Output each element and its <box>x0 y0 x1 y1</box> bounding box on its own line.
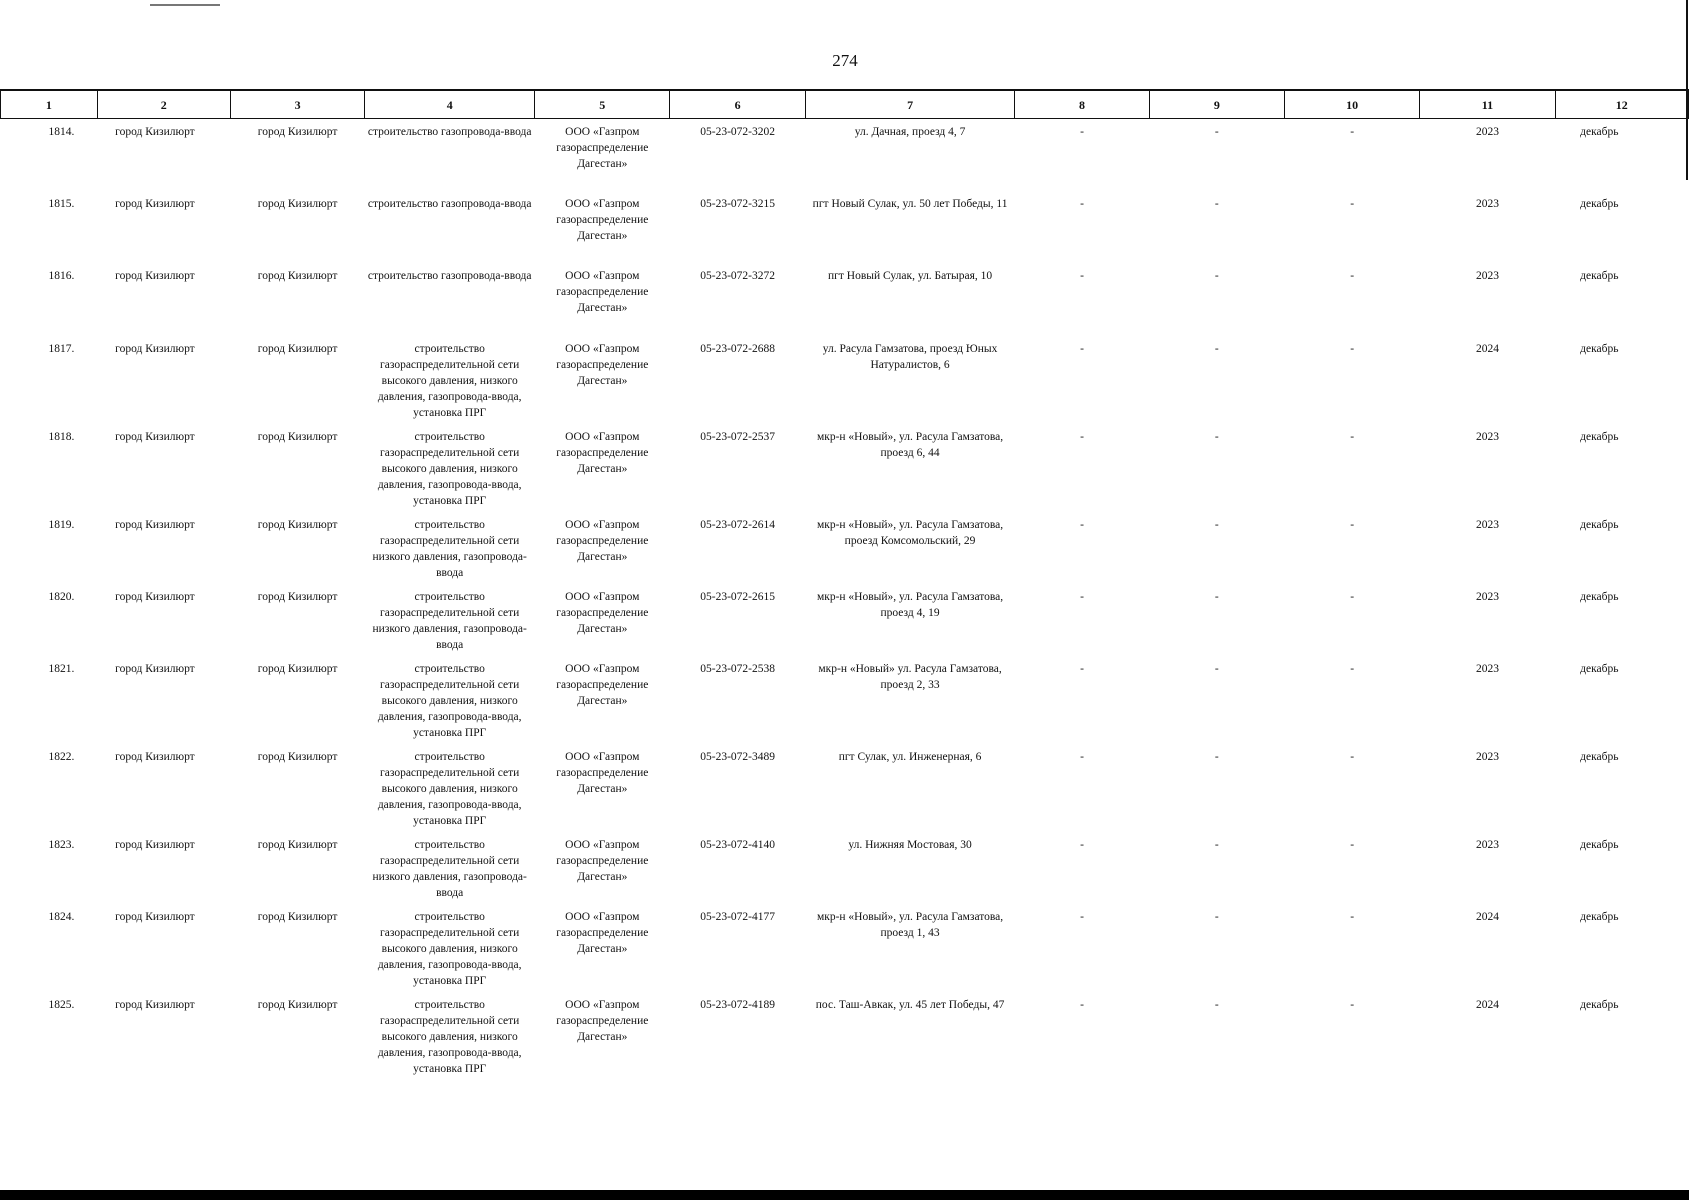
column-8-cell: - <box>1080 430 1084 443</box>
column-8-cell: - <box>1080 197 1084 210</box>
application-code-cell: 05-23-072-2688 <box>700 342 775 355</box>
work-description-cell: строительство газораспределительной сети низкого давления, газопровода-ввода <box>372 838 527 899</box>
year-cell: 2023 <box>1475 269 1499 282</box>
settlement-cell: город Кизилюрт <box>257 998 338 1011</box>
table-row <box>1 424 1689 512</box>
column-header-8: 8 <box>1015 90 1149 119</box>
address-cell: пос. Таш-Авкак, ул. 45 лет Победы, 47 <box>815 998 1005 1011</box>
settlement-cell: город Кизилюрт <box>257 518 338 531</box>
municipality-cell: город Кизилюрт <box>115 910 195 923</box>
column-9-cell: - <box>1214 662 1219 675</box>
page-number: 274 <box>832 51 858 70</box>
settlement-cell: город Кизилюрт <box>257 750 338 763</box>
application-code-cell: 05-23-072-2615 <box>700 590 775 603</box>
application-code-cell: 05-23-072-3489 <box>700 750 775 763</box>
column-9-cell: - <box>1214 126 1219 138</box>
organization-cell: ООО «Газпром газораспределение Дагестан» <box>556 197 649 242</box>
table-row <box>1 584 1689 656</box>
month-cell: декабрь <box>1580 662 1619 675</box>
application-code-cell: 05-23-072-2537 <box>700 430 775 443</box>
row-number: 1824. <box>48 910 75 923</box>
municipality-cell: город Кизилюрт <box>115 342 195 355</box>
month-cell: декабрь <box>1580 126 1619 138</box>
column-10-cell: - <box>1350 838 1355 851</box>
settlement-cell: город Кизилюрт <box>257 662 338 675</box>
municipality-cell: город Кизилюрт <box>115 750 195 763</box>
address-cell: пгт Сулак, ул. Инженерная, 6 <box>838 750 982 763</box>
column-10-cell: - <box>1350 750 1355 763</box>
year-cell: 2023 <box>1475 430 1499 443</box>
column-10-cell: - <box>1350 518 1355 531</box>
column-8-cell: - <box>1080 662 1084 675</box>
column-header-11: 11 <box>1420 90 1555 119</box>
column-9-cell: - <box>1214 430 1219 443</box>
table-row <box>1 992 1689 1080</box>
organization-cell: ООО «Газпром газораспределение Дагестан» <box>556 430 649 475</box>
month-cell: декабрь <box>1580 269 1619 282</box>
scan-artifact <box>150 4 220 6</box>
column-10-cell: - <box>1350 998 1355 1011</box>
column-8-cell: - <box>1080 590 1084 603</box>
row-number: 1819. <box>48 518 75 531</box>
municipality-cell: город Кизилюрт <box>115 662 195 675</box>
address-cell: пгт Новый Сулак, ул. 50 лет Победы, 11 <box>812 197 1008 210</box>
work-description-cell: строительство газораспределительной сети высокого давления, низкого давления, газопровода-ввода, установка ПРГ <box>377 750 522 827</box>
month-cell: декабрь <box>1580 750 1619 763</box>
municipality-cell: город Кизилюрт <box>115 518 195 531</box>
work-description-cell: строительство газораспределительной сети низкого давления, газопровода-ввода <box>372 590 527 651</box>
work-description-cell: строительство газораспределительной сети высокого давления, низкого давления, газопровода-ввода, установка ПРГ <box>377 998 522 1075</box>
address-cell: мкр-н «Новый», ул. Расула Гамзатова, проезд 4, 19 <box>816 590 1004 619</box>
row-number: 1821. <box>48 662 75 675</box>
table-body <box>1 119 1689 1080</box>
settlement-cell: город Кизилюрт <box>257 342 338 355</box>
column-8-cell: - <box>1080 750 1084 763</box>
application-code-cell: 05-23-072-3202 <box>700 126 775 138</box>
column-header-1: 1 <box>1 90 98 119</box>
settlement-cell: город Кизилюрт <box>257 126 338 138</box>
column-9-cell: - <box>1214 910 1219 923</box>
settlement-cell: город Кизилюрт <box>257 590 338 603</box>
row-number: 1825. <box>48 998 75 1011</box>
work-description-cell: строительство газопровода-ввода <box>367 197 532 210</box>
municipality-cell: город Кизилюрт <box>115 197 195 210</box>
column-9-cell: - <box>1214 750 1219 763</box>
table-row <box>1 336 1689 424</box>
column-9-cell: - <box>1214 197 1219 210</box>
table-row <box>1 744 1689 832</box>
organization-cell: ООО «Газпром газораспределение Дагестан» <box>556 998 649 1043</box>
work-description-cell: строительство газораспределительной сети низкого давления, газопровода-ввода <box>372 518 527 579</box>
application-code-cell: 05-23-072-4189 <box>700 998 775 1011</box>
year-cell: 2024 <box>1475 998 1499 1011</box>
application-code-cell: 05-23-072-4140 <box>700 838 775 851</box>
work-description-cell: строительство газопровода-ввода <box>367 126 532 138</box>
row-number: 1814. <box>48 126 75 138</box>
scan-bottom-edge <box>0 1190 1689 1200</box>
month-cell: декабрь <box>1580 430 1619 443</box>
column-header-5: 5 <box>535 90 670 119</box>
column-9-cell: - <box>1214 269 1219 282</box>
year-cell: 2024 <box>1475 342 1499 355</box>
month-cell: декабрь <box>1580 197 1619 210</box>
organization-cell: ООО «Газпром газораспределение Дагестан» <box>556 342 649 387</box>
row-number: 1817. <box>48 342 75 355</box>
column-9-cell: - <box>1214 590 1219 603</box>
month-cell: декабрь <box>1580 910 1619 923</box>
column-header-12: 12 <box>1555 90 1688 119</box>
column-header-2: 2 <box>97 90 230 119</box>
column-10-cell: - <box>1350 197 1355 210</box>
municipality-cell: город Кизилюрт <box>115 838 195 851</box>
table-row <box>1 119 1689 191</box>
column-10-cell: - <box>1350 126 1355 138</box>
column-header-6: 6 <box>670 90 805 119</box>
settlement-cell: город Кизилюрт <box>257 838 338 851</box>
application-code-cell: 05-23-072-2538 <box>700 662 775 675</box>
settlement-cell: город Кизилюрт <box>257 910 338 923</box>
address-cell: ул. Нижняя Мостовая, 30 <box>848 838 972 851</box>
organization-cell: ООО «Газпром газораспределение Дагестан» <box>556 126 649 170</box>
address-cell: ул. Расула Гамзатова, проезд Юных Натуралистов, 6 <box>822 342 998 371</box>
year-cell: 2023 <box>1475 838 1499 851</box>
column-8-cell: - <box>1080 838 1084 851</box>
column-8-cell: - <box>1080 269 1084 282</box>
year-cell: 2023 <box>1475 518 1499 531</box>
settlement-cell: город Кизилюрт <box>257 269 338 282</box>
settlement-cell: город Кизилюрт <box>257 197 338 210</box>
address-cell: ул. Дачная, проезд 4, 7 <box>854 126 966 138</box>
row-number: 1816. <box>48 269 75 282</box>
address-cell: мкр-н «Новый», ул. Расула Гамзатова, проезд 1, 43 <box>816 910 1004 939</box>
column-10-cell: - <box>1350 590 1355 603</box>
column-header-10: 10 <box>1284 90 1419 119</box>
header-row <box>1 90 1689 119</box>
table-row <box>1 263 1689 336</box>
table-row <box>1 904 1689 992</box>
address-cell: пгт Новый Сулак, ул. Батырая, 10 <box>828 269 993 282</box>
municipality-cell: город Кизилюрт <box>115 430 195 443</box>
application-code-cell: 05-23-072-4177 <box>700 910 775 923</box>
column-header-4: 4 <box>365 90 535 119</box>
table-header <box>1 90 1689 119</box>
column-10-cell: - <box>1350 269 1355 282</box>
column-9-cell: - <box>1214 998 1219 1011</box>
column-8-cell: - <box>1080 998 1084 1011</box>
column-9-cell: - <box>1214 342 1219 355</box>
column-9-cell: - <box>1214 518 1219 531</box>
municipality-cell: город Кизилюрт <box>115 269 195 282</box>
register-table <box>0 89 1689 1080</box>
application-code-cell: 05-23-072-2614 <box>700 518 775 531</box>
column-8-cell: - <box>1080 342 1084 355</box>
register-table-container <box>0 89 1689 1080</box>
municipality-cell: город Кизилюрт <box>115 998 195 1011</box>
municipality-cell: город Кизилюрт <box>115 126 195 138</box>
settlement-cell: город Кизилюрт <box>257 430 338 443</box>
work-description-cell: строительство газораспределительной сети высокого давления, низкого давления, газопровода-ввода, установка ПРГ <box>377 662 522 739</box>
row-number: 1823. <box>48 838 75 851</box>
column-8-cell: - <box>1080 126 1084 138</box>
month-cell: декабрь <box>1580 342 1619 355</box>
year-cell: 2023 <box>1475 197 1499 210</box>
organization-cell: ООО «Газпром газораспределение Дагестан» <box>556 590 649 635</box>
column-8-cell: - <box>1080 518 1084 531</box>
month-cell: декабрь <box>1580 998 1619 1011</box>
row-number: 1815. <box>48 197 75 210</box>
address-cell: мкр-н «Новый» ул. Расула Гамзатова, проезд 2, 33 <box>818 662 1002 691</box>
column-10-cell: - <box>1350 342 1355 355</box>
column-10-cell: - <box>1350 910 1355 923</box>
column-10-cell: - <box>1350 430 1355 443</box>
column-10-cell: - <box>1350 662 1355 675</box>
column-header-9: 9 <box>1149 90 1284 119</box>
work-description-cell: строительство газораспределительной сети высокого давления, низкого давления, газопровода-ввода, установка ПРГ <box>377 910 522 987</box>
month-cell: декабрь <box>1580 518 1619 531</box>
month-cell: декабрь <box>1580 838 1619 851</box>
organization-cell: ООО «Газпром газораспределение Дагестан» <box>556 662 649 707</box>
address-cell: мкр-н «Новый», ул. Расула Гамзатова, проезд 6, 44 <box>816 430 1004 459</box>
column-9-cell: - <box>1214 838 1219 851</box>
work-description-cell: строительство газопровода-ввода <box>367 269 532 282</box>
application-code-cell: 05-23-072-3215 <box>700 197 775 210</box>
row-number: 1822. <box>48 750 75 763</box>
organization-cell: ООО «Газпром газораспределение Дагестан» <box>556 910 649 955</box>
year-cell: 2023 <box>1475 590 1499 603</box>
column-8-cell: - <box>1080 910 1084 923</box>
municipality-cell: город Кизилюрт <box>115 590 195 603</box>
year-cell: 2024 <box>1475 910 1499 923</box>
year-cell: 2023 <box>1475 126 1499 138</box>
row-number: 1818. <box>48 430 75 443</box>
column-header-3: 3 <box>230 90 364 119</box>
address-cell: мкр-н «Новый», ул. Расула Гамзатова, проезд Комсомольский, 29 <box>816 518 1004 547</box>
work-description-cell: строительство газораспределительной сети высокого давления, низкого давления, газопровода-ввода, установка ПРГ <box>377 342 522 419</box>
table-row <box>1 512 1689 584</box>
work-description-cell: строительство газораспределительной сети высокого давления, низкого давления, газопровода-ввода, установка ПРГ <box>377 430 522 507</box>
table-row <box>1 191 1689 263</box>
month-cell: декабрь <box>1580 590 1619 603</box>
column-header-7: 7 <box>805 90 1015 119</box>
organization-cell: ООО «Газпром газораспределение Дагестан» <box>556 269 649 314</box>
row-number: 1820. <box>48 590 75 603</box>
organization-cell: ООО «Газпром газораспределение Дагестан» <box>556 750 649 795</box>
table-row <box>1 656 1689 744</box>
table-row <box>1 832 1689 904</box>
organization-cell: ООО «Газпром газораспределение Дагестан» <box>556 518 649 563</box>
year-cell: 2023 <box>1475 750 1499 763</box>
application-code-cell: 05-23-072-3272 <box>700 269 775 282</box>
year-cell: 2023 <box>1475 662 1499 675</box>
organization-cell: ООО «Газпром газораспределение Дагестан» <box>556 838 649 883</box>
